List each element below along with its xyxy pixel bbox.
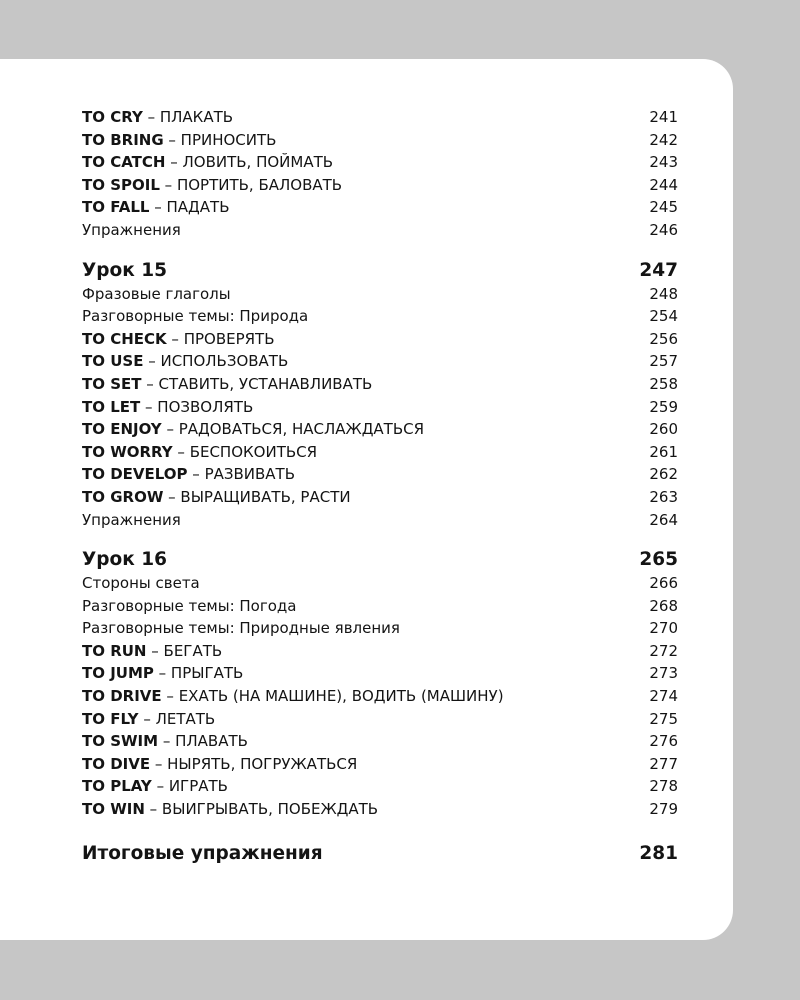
- entry-label: Разговорные темы: Природные явления: [82, 619, 400, 638]
- page-number: 281: [639, 842, 678, 864]
- page-number: 274: [649, 687, 678, 706]
- entry-label: TO SET – СТАВИТЬ, УСТАНАВЛИВАТЬ: [82, 374, 373, 393]
- page-number: 278: [649, 777, 678, 796]
- lesson-heading[interactable]: [82, 258, 678, 283]
- page-number: 259: [649, 397, 678, 416]
- page-number: 264: [649, 510, 678, 529]
- page-number: 268: [649, 596, 678, 615]
- entry-label: TO WORRY – БЕСПОКОИТЬСЯ: [82, 442, 318, 461]
- section-gap: [82, 531, 678, 547]
- page-number: 254: [649, 307, 678, 326]
- toc-entry[interactable]: [82, 486, 678, 509]
- page-number: 262: [649, 465, 678, 484]
- lesson-title: Урок 16: [82, 549, 167, 571]
- page-number: 244: [649, 175, 678, 194]
- toc-entry[interactable]: [82, 572, 678, 595]
- section-gap: [82, 821, 678, 841]
- entry-label: TO CATCH – ЛОВИТЬ, ПОЙМАТЬ: [82, 153, 334, 172]
- entry-label: Разговорные темы: Погода: [82, 596, 297, 615]
- toc-entry[interactable]: [82, 129, 678, 152]
- entry-label: TO USE – ИСПОЛЬЗОВАТЬ: [82, 352, 289, 371]
- toc-entry[interactable]: [82, 662, 678, 685]
- toc-entry[interactable]: [82, 463, 678, 486]
- toc-entry[interactable]: [82, 685, 678, 708]
- entry-label: TO GROW – ВЫРАЩИВАТЬ, РАСТИ: [82, 487, 351, 506]
- entry-label: TO SPOIL – ПОРТИТЬ, БАЛОВАТЬ: [82, 175, 343, 194]
- toc-entry[interactable]: [82, 730, 678, 753]
- toc-entry[interactable]: [82, 151, 678, 174]
- page-number: 246: [649, 220, 678, 239]
- entry-label: TO DIVE – НЫРЯТЬ, ПОГРУЖАТЬСЯ: [82, 754, 358, 773]
- page-number: 260: [649, 420, 678, 439]
- lesson-heading[interactable]: [82, 547, 678, 572]
- toc-entry[interactable]: [82, 418, 678, 441]
- page-number: 243: [649, 153, 678, 172]
- toc-entry[interactable]: [82, 283, 678, 306]
- final-exercises-heading[interactable]: [82, 841, 678, 866]
- toc-entry[interactable]: [82, 396, 678, 419]
- toc-entry[interactable]: [82, 106, 678, 129]
- toc-entry[interactable]: [82, 174, 678, 197]
- entry-label: TO PLAY – ИГРАТЬ: [82, 777, 228, 796]
- page-number: 247: [639, 259, 678, 281]
- entry-label: Упражнения: [82, 510, 181, 529]
- page-number: 273: [649, 664, 678, 683]
- page-number: 242: [649, 130, 678, 149]
- lesson-title: Урок 15: [82, 259, 167, 281]
- entry-label: TO JUMP – ПРЫГАТЬ: [82, 664, 244, 683]
- page-number: 258: [649, 374, 678, 393]
- toc-entry[interactable]: [82, 640, 678, 663]
- page-number: 279: [649, 800, 678, 819]
- page-number: 276: [649, 732, 678, 751]
- page-number: 272: [649, 641, 678, 660]
- toc-entry[interactable]: [82, 798, 678, 821]
- page-number: 265: [639, 549, 678, 571]
- page-number: 263: [649, 487, 678, 506]
- entry-label: TO ENJOY – РАДОВАТЬСЯ, НАСЛАЖДАТЬСЯ: [82, 420, 425, 439]
- entry-label: Фразовые глаголы: [82, 284, 231, 303]
- page-number: 241: [649, 108, 678, 126]
- entry-label: TO LET – ПОЗВОЛЯТЬ: [82, 397, 254, 416]
- entry-label: TO FALL – ПАДАТЬ: [82, 198, 230, 217]
- entry-label: Разговорные темы: Природа: [82, 307, 309, 326]
- toc-entry[interactable]: [82, 708, 678, 731]
- page-number: 257: [649, 352, 678, 371]
- entry-label: TO FLY – ЛЕТАТЬ: [82, 709, 216, 728]
- entry-label: TO DEVELOP – РАЗВИВАТЬ: [82, 465, 296, 484]
- toc-entry[interactable]: [82, 328, 678, 351]
- toc-entry[interactable]: [82, 509, 678, 532]
- toc-entry[interactable]: [82, 753, 678, 776]
- entry-label: TO WIN – ВЫИГРЫВАТЬ, ПОБЕЖДАТЬ: [82, 800, 379, 819]
- toc-entry[interactable]: [82, 595, 678, 618]
- toc-entry[interactable]: [82, 219, 678, 242]
- entry-label: Стороны света: [82, 574, 200, 593]
- page-number: 256: [649, 329, 678, 348]
- toc-entry[interactable]: [82, 305, 678, 328]
- entry-label: TO DRIVE – ЕХАТЬ (НА МАШИНЕ), ВОДИТЬ (МАШИНУ): [82, 687, 504, 706]
- entry-label: TO RUN – БЕГАТЬ: [82, 641, 223, 660]
- toc-entry[interactable]: [82, 441, 678, 464]
- page-number: 248: [649, 284, 678, 303]
- table-of-contents: [82, 106, 678, 866]
- entry-label: TO SWIM – ПЛАВАТЬ: [82, 732, 248, 751]
- page-number: 245: [649, 198, 678, 217]
- page-number: 270: [649, 619, 678, 638]
- entry-label: TO BRING – ПРИНОСИТЬ: [82, 130, 277, 149]
- toc-entry[interactable]: [82, 196, 678, 219]
- page-number: 266: [649, 574, 678, 593]
- toc-entry[interactable]: [82, 350, 678, 373]
- page-number: 261: [649, 442, 678, 461]
- toc-entry[interactable]: [82, 775, 678, 798]
- toc-entry[interactable]: [82, 617, 678, 640]
- section-gap: [82, 242, 678, 258]
- page-number: 275: [649, 709, 678, 728]
- toc-entry[interactable]: [82, 373, 678, 396]
- entry-label: Упражнения: [82, 220, 181, 239]
- final-title: Итоговые упражнения: [82, 842, 323, 864]
- book-page: [0, 59, 733, 940]
- page-number: 277: [649, 754, 678, 773]
- entry-label: TO CRY – ПЛАКАТЬ: [82, 108, 234, 126]
- entry-label: TO CHECK – ПРОВЕРЯТЬ: [82, 329, 275, 348]
